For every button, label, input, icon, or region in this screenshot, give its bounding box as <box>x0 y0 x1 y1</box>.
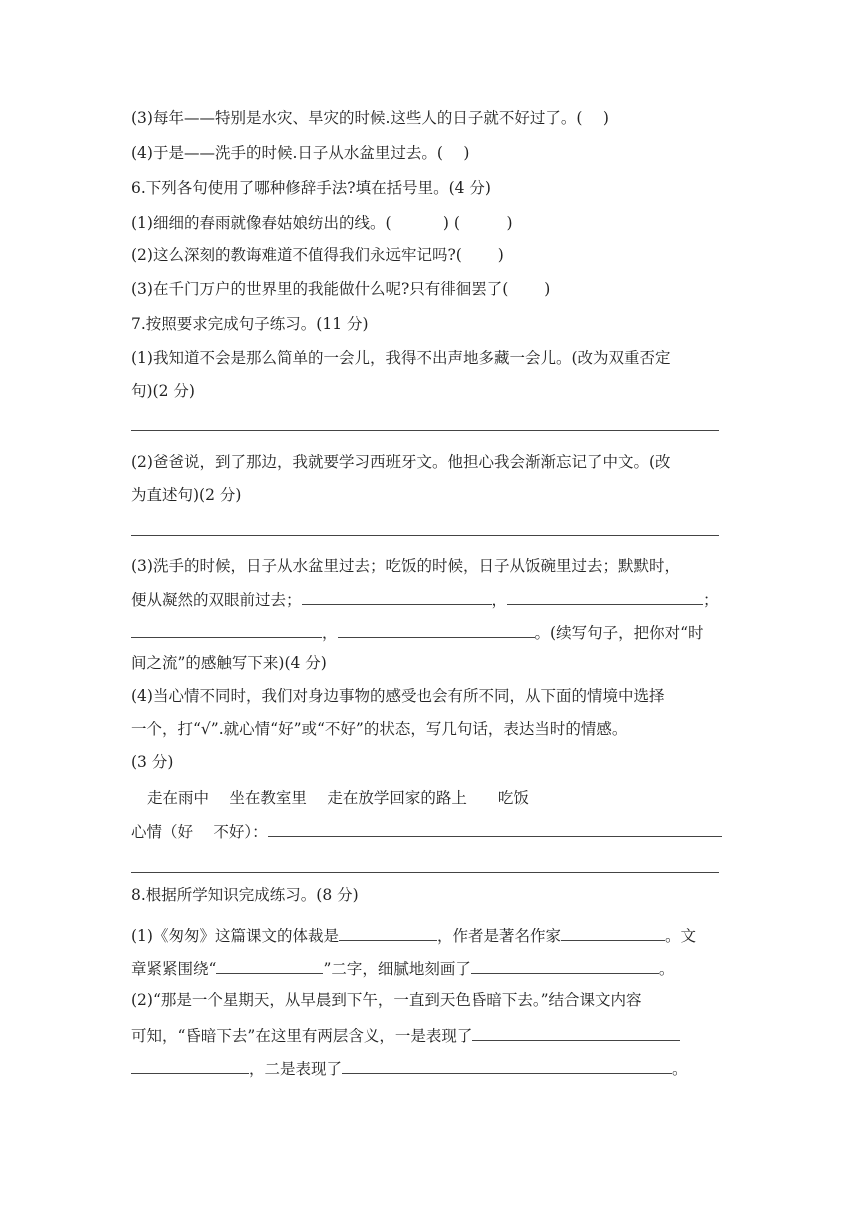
q5-item-4: (4)于是——洗手的时候.日子从水盆里过去。( ) <box>131 144 470 162</box>
q7-item-4-mood-line <box>131 819 741 843</box>
mood-label: 心情（好 不好）： <box>131 823 268 841</box>
q7-item-4-line1: (4)当心情不同时，我们对身边事物的感受也会有所不同，从下面的情境中选择 <box>131 687 665 705</box>
q8-1-line2-end: 。 <box>658 960 675 978</box>
q7-item-4-line2: 一个，打“√”.就心情“好”或“不好”的状态，写几句话，表达当时的情感。 <box>131 720 628 738</box>
q6-item-1: (1)细细的春雨就像春姑娘纺出的线。( ) ( ) <box>131 214 513 232</box>
answer-line-q7-1[interactable] <box>131 430 719 431</box>
q7-item-3-line1: (3)洗手的时候，日子从水盆里过去；吃饭的时候，日子从饭碗里过去；默默时， <box>131 557 680 575</box>
comma: ， <box>491 591 508 609</box>
q7-item-4-options[interactable]: 走在雨中 坐在教室里 走在放学回家的路上 吃饭 <box>147 789 529 807</box>
q8-1-line2-mid: ”二字，细腻地刻画了 <box>323 960 471 978</box>
fill-blank-q7-3-b[interactable] <box>507 587 703 605</box>
q7-3-prefix: 便从凝然的双眼前过去； <box>131 591 302 609</box>
q8-item-1-line2 <box>131 956 741 980</box>
q7-item-3-line3 <box>131 620 741 644</box>
q6-title: 6.下列各句使用了哪种修辞手法?填在括号里。(4 分) <box>131 179 491 197</box>
q8-2-mid: ，二是表现了 <box>249 1060 343 1078</box>
q7-item-2-line2: 为直述句)(2 分) <box>131 486 242 504</box>
fill-blank-keyword[interactable] <box>216 956 323 974</box>
q7-item-4-line3: (3 分) <box>131 753 174 771</box>
q8-item-2-line2 <box>131 1023 741 1047</box>
q8-item-2-line1: (2)“那是一个星期天，从早晨到下午，一直到天色昏暗下去。”结合课文内容 <box>131 991 642 1009</box>
q8-2-end: 。 <box>672 1060 688 1078</box>
fill-blank-meaning-1[interactable] <box>472 1023 680 1041</box>
q8-item-2-line3 <box>131 1056 741 1080</box>
q5-item-3: (3)每年——特别是水灾、旱灾的时候.这些人的日子就不好过了。( ) <box>131 109 609 127</box>
fill-blank-q7-3-d[interactable] <box>338 620 535 638</box>
comma: ， <box>322 624 338 642</box>
fill-blank-depiction[interactable] <box>471 956 659 974</box>
q7-title: 7.按照要求完成句子练习。(11 分) <box>131 315 369 333</box>
q8-1-end: 。文 <box>664 927 696 945</box>
semicolon: ； <box>703 591 719 609</box>
q8-1-mid: ，作者是著名作家 <box>436 927 561 945</box>
answer-line-q7-2[interactable] <box>131 535 719 536</box>
q8-title: 8.根据所学知识完成练习。(8 分) <box>131 886 359 904</box>
q7-item-1-line1: (1)我知道不会是那么简单的一会儿，我得不出声地多藏一会儿。(改为双重否定 <box>131 349 671 367</box>
fill-blank-q7-3-c[interactable] <box>131 620 322 638</box>
q8-item-1-line1 <box>131 923 741 947</box>
q8-1-line2-prefix: 章紧紧围绕“ <box>131 960 217 978</box>
q7-3-suffix: 。(续写句子，把你对“时 <box>534 624 704 642</box>
fill-blank-meaning-1-cont[interactable] <box>131 1056 249 1074</box>
fill-blank-author[interactable] <box>561 923 665 941</box>
q7-item-3-line4: 间之流”的感触写下来)(4 分) <box>131 654 327 672</box>
answer-line-q7-4[interactable] <box>131 872 719 873</box>
q6-item-3: (3)在千门万户的世界里的我能做什么呢?只有徘徊罢了( ) <box>131 280 551 298</box>
fill-blank-meaning-2[interactable] <box>342 1056 672 1074</box>
q7-item-2-line1: (2)爸爸说，到了那边，我就要学习西班牙文。他担心我会渐渐忘记了中文。(改 <box>131 453 671 471</box>
q7-item-1-line2: 句)(2 分) <box>131 382 195 400</box>
q8-2-prefix: 可知，“昏暗下去”在这里有两层含义，一是表现了 <box>131 1027 473 1045</box>
fill-blank-genre[interactable] <box>339 923 437 941</box>
fill-blank-q7-3-a[interactable] <box>302 587 492 605</box>
q6-item-2: (2)这么深刻的教诲难道不值得我们永远牢记吗?( ) <box>131 246 504 264</box>
q8-1-prefix: (1)《匆匆》这篇课文的体裁是 <box>131 927 339 945</box>
q7-item-3-line2 <box>131 587 741 611</box>
fill-blank-mood[interactable] <box>268 819 722 837</box>
